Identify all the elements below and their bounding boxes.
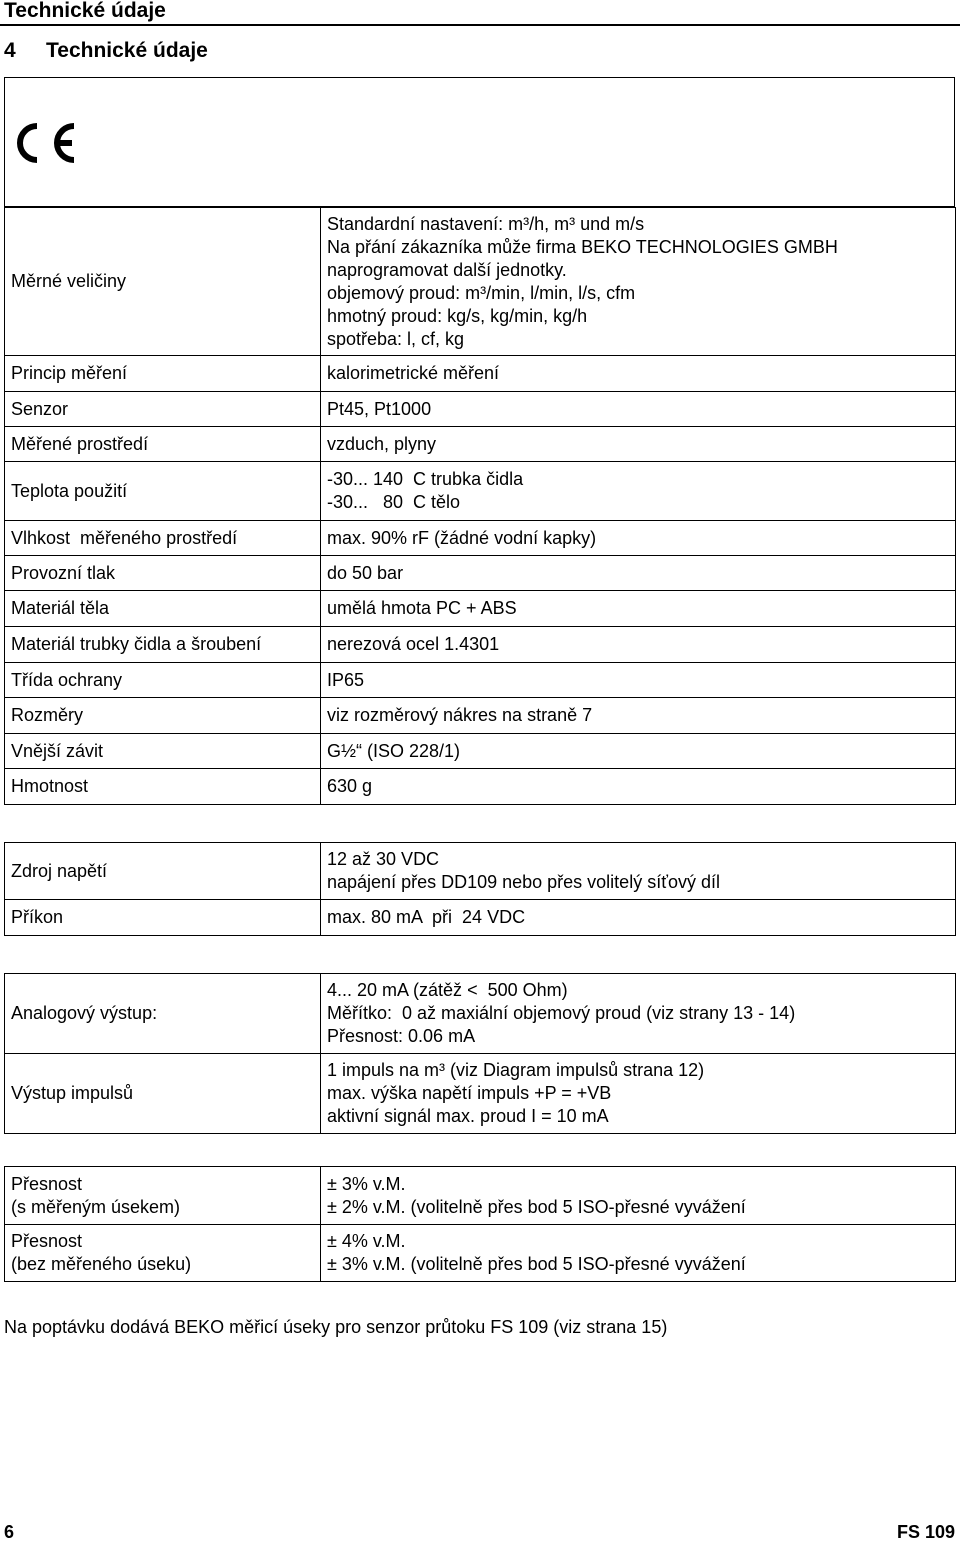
spec-row (5, 208, 956, 356)
spec-label (5, 1054, 321, 1134)
cell-line: max. 90% rF (žádné vodní kapky) (327, 527, 597, 548)
cell-line: 630 g (327, 776, 373, 796)
cell-line: 1 impuls na m³ (viz Diagram impulsů strana 12) (327, 1060, 705, 1080)
spec-label (5, 1167, 321, 1225)
spec-label (5, 734, 321, 769)
spec-value (321, 521, 956, 556)
spec-value (321, 462, 956, 521)
spec-row (5, 974, 956, 1054)
spec-row (5, 734, 956, 769)
spec-value (321, 900, 956, 936)
cell-line: umělá hmota PC + ABS (327, 598, 517, 618)
cell-line: Pt45, Pt1000 (327, 398, 432, 419)
section-title: Technické údaje (46, 39, 208, 62)
cell-line: ± 3% v.M. (327, 1173, 406, 1194)
cell-line: Vlhkost měřeného prostředí (11, 527, 238, 548)
cell-line: aktivní signál max. proud I = 10 mA (327, 1106, 609, 1126)
spec-label (5, 1225, 321, 1282)
spec-label (5, 427, 321, 462)
spec-row (5, 1054, 956, 1134)
header-rule (0, 24, 960, 26)
spec-row (5, 521, 956, 556)
spec-value (321, 627, 956, 663)
cell-line: hmotný proud: kg/s, kg/min, kg/h (327, 305, 588, 326)
spec-row (5, 1167, 956, 1225)
spec-row (5, 769, 956, 805)
cell-line: Vnější závit (11, 740, 104, 761)
spec-table-accuracy (4, 1166, 956, 1282)
cell-line: viz rozměrový nákres na straně 7 (327, 705, 593, 725)
spec-table-outputs (4, 973, 956, 1134)
spec-row (5, 663, 956, 698)
cell-line: 12 až 30 VDC (327, 849, 440, 869)
cell-line: kalorimetrické měření (327, 363, 500, 383)
cell-line: nerezová ocel 1.4301 (327, 634, 500, 654)
cell-line: Přesnost (11, 1231, 83, 1251)
cell-line: Výstup impulsů (11, 1083, 134, 1103)
spec-value (321, 1054, 956, 1134)
spec-value (321, 427, 956, 462)
cell-line: Standardní nastavení: m³/h, m³ und m/s (327, 213, 645, 234)
spec-label (5, 392, 321, 427)
spec-label (5, 521, 321, 556)
cell-line: Princip měření (11, 363, 128, 383)
spec-value (321, 698, 956, 734)
cell-line: ± 3% v.M. (volitelně přes bod 5 ISO-přesné vyvážení (327, 1254, 746, 1274)
cell-line: Přesnost: 0.06 mA (327, 1026, 476, 1046)
spec-row (5, 462, 956, 521)
spec-row (5, 392, 956, 427)
cell-line: G½“ (ISO 228/1) (327, 740, 461, 761)
spec-value (321, 734, 956, 769)
spec-value (321, 591, 956, 627)
spec-label (5, 974, 321, 1054)
spec-label (5, 627, 321, 663)
cell-line: 4... 20 mA (zátěž < 500 Ohm) (327, 980, 568, 1000)
spec-value (321, 356, 956, 392)
spec-table-power (4, 842, 956, 936)
spec-label (5, 462, 321, 521)
cell-line: Teplota použití (11, 480, 128, 501)
spec-label (5, 843, 321, 900)
cell-line: -30... 80 C tělo (327, 492, 461, 512)
cell-line: Analogový výstup: (11, 1003, 158, 1023)
spec-row (5, 900, 956, 936)
spec-value (321, 208, 956, 356)
spec-value (321, 556, 956, 591)
cell-line: (bez měřeného úseku) (11, 1254, 192, 1274)
section-heading (4, 38, 208, 64)
spec-row (5, 627, 956, 663)
measuring-section-note: Na poptávku dodává BEKO měřicí úseky pro senzor průtoku FS 109 (viz strana 15) (4, 1317, 668, 1337)
spec-row (5, 591, 956, 627)
cell-line: Měrné veličiny (11, 271, 127, 291)
spec-value (321, 843, 956, 900)
spec-value (321, 1225, 956, 1282)
cell-line: naprogramovat další jednotky. (327, 259, 567, 280)
cell-line: Materiál těla (11, 598, 110, 618)
spec-label (5, 591, 321, 627)
spec-row (5, 698, 956, 734)
ce-mark-box (4, 77, 955, 207)
cell-line: Hmotnost (11, 776, 89, 796)
cell-line: do 50 bar (327, 562, 404, 583)
spec-table-body (5, 1167, 956, 1282)
cell-line: max. výška napětí impuls +P = +VB (327, 1083, 612, 1103)
spec-value (321, 769, 956, 805)
cell-line: Třída ochrany (11, 669, 123, 690)
cell-line: Zdroj napětí (11, 860, 108, 881)
spec-value (321, 974, 956, 1054)
spec-row (5, 356, 956, 392)
spec-value (321, 1167, 956, 1225)
cell-line: IP65 (327, 669, 365, 690)
spec-table-body (5, 974, 956, 1134)
spec-label (5, 663, 321, 698)
cell-line: Příkon (11, 907, 64, 927)
cell-line: napájení přes DD109 nebo přes volitelý síťový díl (327, 872, 720, 892)
spec-label (5, 356, 321, 392)
cell-line: ± 4% v.M. (327, 1231, 406, 1251)
cell-line: spotřeba: l, cf, kg (327, 328, 465, 349)
cell-line: (s měřeným úsekem) (11, 1196, 181, 1217)
running-header-title: Technické údaje (4, 0, 166, 22)
cell-line: Měřené prostředí (11, 433, 149, 454)
spec-row (5, 427, 956, 462)
spec-label (5, 208, 321, 356)
page-number: 6 (4, 1522, 15, 1542)
cell-line: -30... 140 C trubka čidla (327, 469, 524, 489)
cell-line: Rozměry (11, 705, 84, 725)
spec-label (5, 900, 321, 936)
ce-mark-icon (12, 120, 82, 166)
spec-row (5, 556, 956, 591)
spec-row (5, 843, 956, 900)
product-name: FS 109 (896, 1522, 955, 1542)
cell-line: Materiál trubky čidla a šroubení (11, 634, 262, 654)
spec-label (5, 556, 321, 591)
cell-line: ± 2% v.M. (volitelně přes bod 5 ISO-přesné vyvážení (327, 1196, 746, 1217)
spec-label (5, 769, 321, 805)
cell-line: Měřítko: 0 až maxiální objemový proud (viz strany 13 - 14) (327, 1003, 796, 1023)
spec-table-general (4, 207, 956, 805)
spec-row (5, 1225, 956, 1282)
cell-line: Senzor (11, 398, 69, 419)
spec-label (5, 698, 321, 734)
spec-table-body (5, 843, 956, 936)
cell-line: objemový proud: m³/min, l/min, l/s, cfm (327, 282, 636, 303)
spec-table-body (5, 208, 956, 805)
cell-line: Provozní tlak (11, 562, 116, 583)
spec-value (321, 392, 956, 427)
spec-value (321, 663, 956, 698)
cell-line: Přesnost (11, 1173, 83, 1194)
cell-line: Na přání zákazníka může firma BEKO TECHNOLOGIES GMBH (327, 236, 838, 257)
cell-line: vzduch, plyny (327, 433, 437, 454)
cell-line: max. 80 mA při 24 VDC (327, 907, 526, 927)
section-number: 4 (4, 39, 16, 62)
